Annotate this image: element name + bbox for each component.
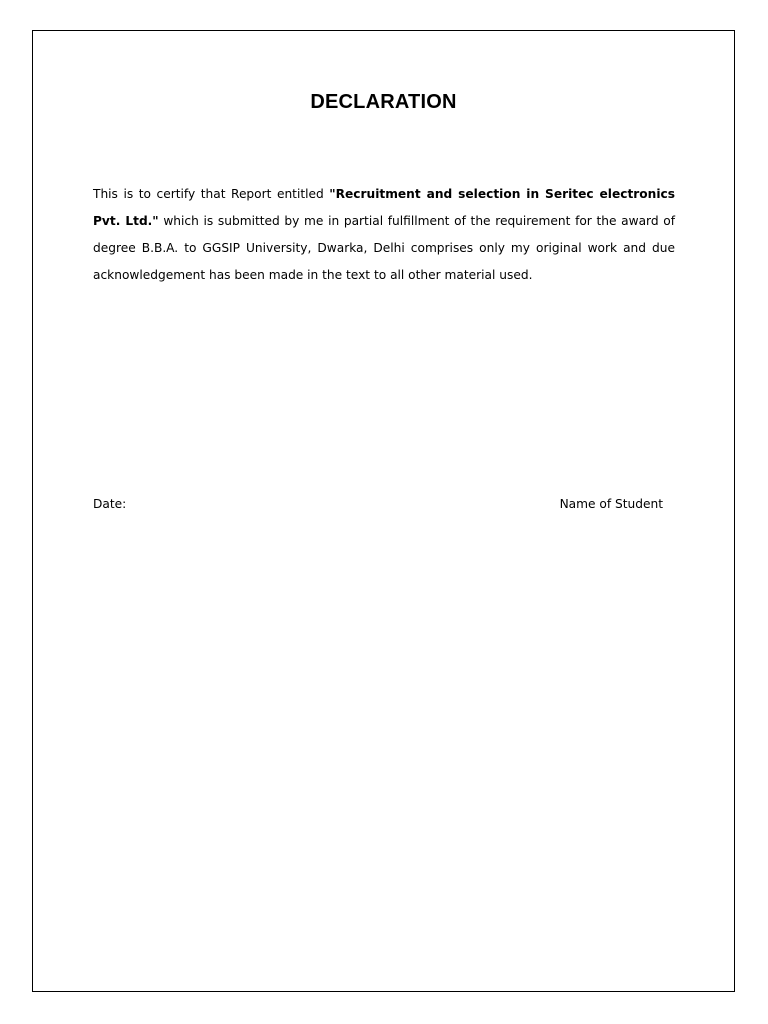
paragraph-rest: which is submitted by me in partial fulfillment of the requirement for the award of degree B.B.A. to GGSIP University, Dwarka, Delhi comprises only my original work and due acknowledgement has been made in the text to all other material used. xyxy=(93,214,675,282)
page-title: DECLARATION xyxy=(310,91,457,113)
student-name-label: Name of Student xyxy=(559,497,663,511)
paragraph-intro: This is to certify that Report entitled xyxy=(93,187,330,201)
document-page xyxy=(32,30,735,992)
report-title: "Recruitment and selection in Seritec electronics Pvt. Ltd." xyxy=(93,187,675,228)
date-label: Date: xyxy=(93,497,127,511)
declaration-paragraph xyxy=(93,181,675,289)
